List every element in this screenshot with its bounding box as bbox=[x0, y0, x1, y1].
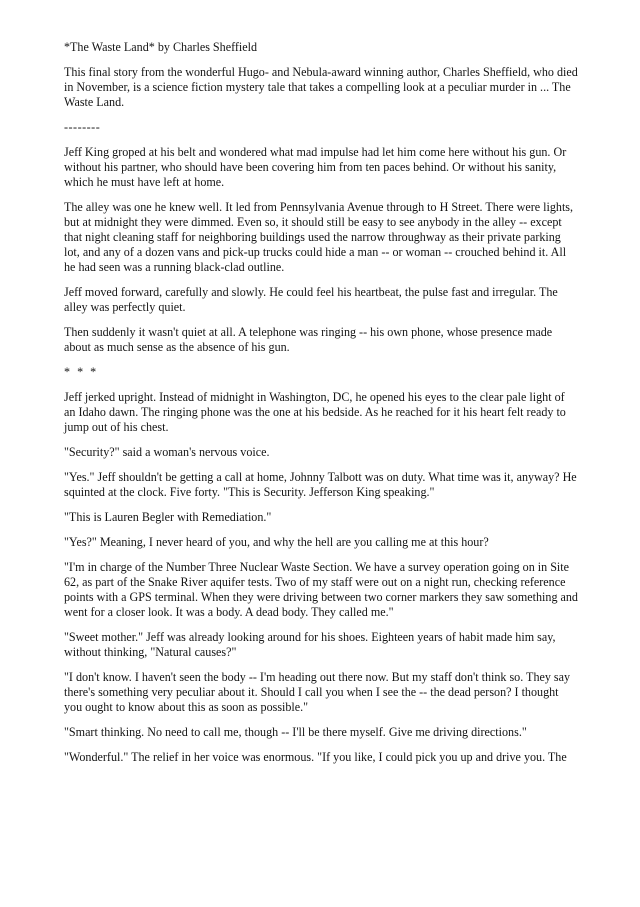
story-paragraph: "I'm in charge of the Number Three Nuclear Waste Section. We have a survey operation going on in Site 62, as part of the Snake River aquifer tests. Two of my staff were out on a night run, checking reference points with a GPS terminal. When they were driving between two corner markers they saw something and went for a closer look. It was a body. A dead body. They called me." bbox=[64, 560, 578, 619]
story-paragraph: "I don't know. I haven't seen the body -- I'm heading out there now. But my staff don't think so. They say there's something very peculiar about it. Should I call you when I see the -- the dead person? I thought you ought to know about this as soon as possible." bbox=[64, 670, 571, 714]
story-paragraph: The alley was one he knew well. It led from Pennsylvania Avenue through to H Street. There were lights, but at midnight they were dimmed. Even so, it should still be easy to see anybody in the alley -- except that night cleaning staff for neighboring buildings used the narrow throughway as their private parking lot, and any of a dozen vans and pick-up trucks could hide a man -- or woman -- crouched behind it. All he had seen was a running black-clad outline. bbox=[64, 200, 574, 274]
story-paragraph: Jeff moved forward, carefully and slowly. He could feel his heartbeat, the pulse fast and irregular. The alley was perfectly quiet. bbox=[64, 285, 558, 314]
divider-line: -------- bbox=[64, 120, 101, 134]
scene-break: * * * bbox=[64, 365, 99, 379]
story-paragraph: "Wonderful." The relief in her voice was enormous. "If you like, I could pick you up and drive you. The bbox=[64, 750, 567, 764]
story-paragraph: "Yes." Jeff shouldn't be getting a call at home, Johnny Talbott was on duty. What time was it, anyway? He squinted at the clock. Five forty. "This is Security. Jefferson King speaking." bbox=[64, 470, 577, 499]
story-paragraph: Then suddenly it wasn't quiet at all. A telephone was ringing -- his own phone, whose presence made about as much sense as the absence of his gun. bbox=[64, 325, 553, 354]
story-paragraph: "Yes?" Meaning, I never heard of you, and why the hell are you calling me at this hour? bbox=[64, 535, 489, 549]
story-paragraph: "Smart thinking. No need to call me, though -- I'll be there myself. Give me driving directions." bbox=[64, 725, 527, 739]
document-page bbox=[64, 40, 578, 775]
story-paragraph: "Sweet mother." Jeff was already looking around for his shoes. Eighteen years of habit made him say, without thinking, "Natural causes?" bbox=[64, 630, 556, 659]
story-paragraph: Jeff King groped at his belt and wondered what mad impulse had let him come here without his gun. Or without his partner, who should have been covering him from ten paces behind. Or without his sanity, which he must have left at home. bbox=[64, 145, 567, 189]
story-title: *The Waste Land* by Charles Sheffield bbox=[64, 40, 258, 54]
intro-paragraph: This final story from the wonderful Hugo- and Nebula-award winning author, Charles Sheffield, who died in November, is a science fiction mystery tale that takes a compelling look at a peculiar murder in ... The Waste Land. bbox=[64, 65, 578, 109]
story-paragraph: "Security?" said a woman's nervous voice. bbox=[64, 445, 270, 459]
story-paragraph: Jeff jerked upright. Instead of midnight in Washington, DC, he opened his eyes to the clear pale light of an Idaho dawn. The ringing phone was the one at his bedside. As he reached for it his heart felt ready to jump out of his chest. bbox=[64, 390, 566, 434]
story-paragraph: "This is Lauren Begler with Remediation." bbox=[64, 510, 272, 524]
